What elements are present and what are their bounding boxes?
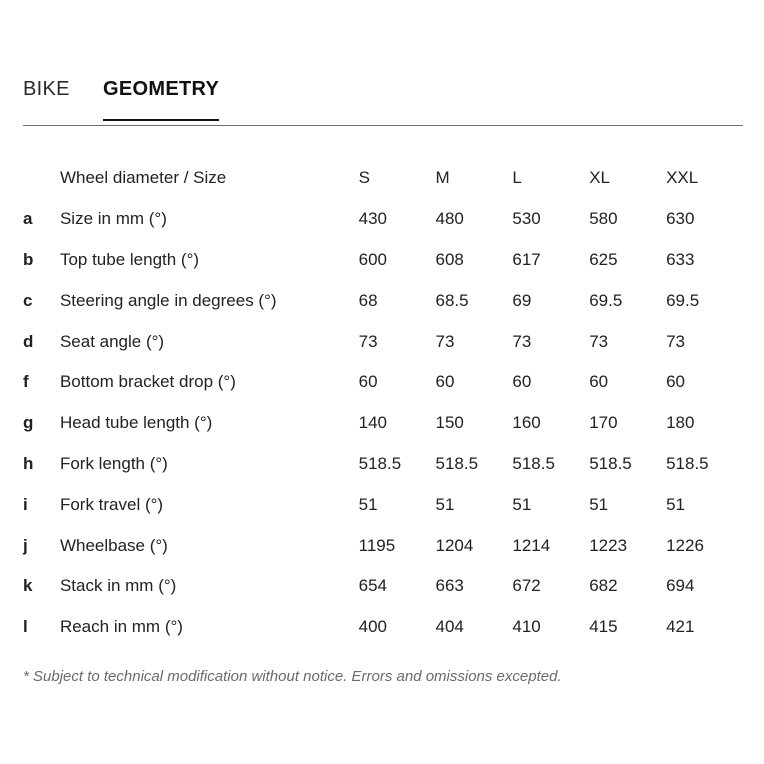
row-value-l: 69 xyxy=(512,290,532,310)
row-value-xl: 625 xyxy=(589,249,618,269)
row-value-m: 51 xyxy=(435,494,455,514)
header-size-m: M xyxy=(435,168,450,188)
row-value-s: 51 xyxy=(358,494,378,514)
row-value-xxl: 633 xyxy=(666,249,695,269)
row-value-s: 140 xyxy=(358,413,388,433)
row-value-l: 160 xyxy=(512,413,541,433)
row-label: Size in mm (°) xyxy=(59,209,167,229)
row-value-s: 430 xyxy=(358,209,388,229)
table-header-row xyxy=(23,158,743,199)
row-value-m: 480 xyxy=(435,209,464,229)
row-letter: a xyxy=(23,209,33,229)
row-value-xxl: 1226 xyxy=(666,535,704,555)
row-label: Bottom bracket drop (°) xyxy=(59,372,236,392)
row-letter: f xyxy=(23,372,29,392)
row-value-m: 663 xyxy=(435,576,464,596)
table-row xyxy=(23,240,743,281)
row-value-s: 654 xyxy=(358,576,388,596)
row-value-xxl: 694 xyxy=(666,576,695,596)
row-value-m: 150 xyxy=(435,413,464,433)
row-value-l: 518.5 xyxy=(512,453,555,473)
row-label: Fork length (°) xyxy=(59,453,168,473)
row-letter: i xyxy=(23,494,28,514)
row-letter: l xyxy=(23,617,28,637)
row-label: Steering angle in degrees (°) xyxy=(59,290,277,310)
row-value-xxl: 630 xyxy=(666,209,695,229)
tab-bike[interactable]: BIKE xyxy=(23,78,70,100)
geometry-table xyxy=(23,158,743,648)
row-label: Top tube length (°) xyxy=(59,249,200,269)
row-label: Wheelbase (°) xyxy=(59,535,168,555)
row-value-s: 518.5 xyxy=(358,453,402,473)
row-value-l: 73 xyxy=(512,331,532,351)
header-size-l: L xyxy=(512,168,522,188)
row-value-xl: 518.5 xyxy=(589,453,632,473)
row-value-xxl: 421 xyxy=(666,617,695,637)
table-row xyxy=(23,607,743,648)
header-size-xxl: XXL xyxy=(666,168,699,188)
row-letter: b xyxy=(23,249,34,269)
table-row xyxy=(23,362,743,403)
row-value-xxl: 73 xyxy=(666,331,685,351)
table-row xyxy=(23,444,743,485)
row-value-l: 672 xyxy=(512,576,541,596)
row-value-s: 400 xyxy=(358,617,388,637)
table-row xyxy=(23,484,743,525)
row-label: Fork travel (°) xyxy=(59,494,164,514)
row-value-l: 530 xyxy=(512,209,541,229)
row-value-s: 60 xyxy=(358,372,378,392)
row-value-xl: 51 xyxy=(589,494,609,514)
table-row xyxy=(23,525,743,566)
table-row xyxy=(23,321,743,362)
row-value-xl: 170 xyxy=(589,413,618,433)
row-value-s: 600 xyxy=(358,249,388,269)
row-value-m: 608 xyxy=(435,249,464,269)
table-row xyxy=(23,280,743,321)
row-value-l: 60 xyxy=(512,372,532,392)
row-value-xl: 580 xyxy=(589,209,618,229)
row-value-l: 617 xyxy=(512,249,541,269)
row-letter: d xyxy=(23,331,34,351)
row-letter: g xyxy=(23,413,34,433)
header-size-s: S xyxy=(358,168,370,188)
row-letter: h xyxy=(23,453,34,473)
tab-geometry[interactable]: GEOMETRY xyxy=(103,78,219,121)
row-label: Reach in mm (°) xyxy=(59,617,183,637)
row-value-xl: 415 xyxy=(589,617,618,637)
row-value-xl: 69.5 xyxy=(589,290,623,310)
row-value-m: 60 xyxy=(435,372,455,392)
footnote: * Subject to technical modification without notice. Errors and omissions excepted. xyxy=(23,668,562,685)
row-value-m: 73 xyxy=(435,331,455,351)
header-size-xl: XL xyxy=(589,168,611,188)
row-value-s: 68 xyxy=(358,290,378,310)
row-label: Head tube length (°) xyxy=(59,413,213,433)
row-value-m: 518.5 xyxy=(435,453,479,473)
row-value-s: 1195 xyxy=(358,535,396,555)
row-value-xl: 73 xyxy=(589,331,609,351)
row-letter: j xyxy=(23,535,28,555)
row-value-xxl: 180 xyxy=(666,413,695,433)
row-value-l: 51 xyxy=(512,494,532,514)
row-label: Stack in mm (°) xyxy=(59,576,177,596)
row-value-xl: 60 xyxy=(589,372,609,392)
row-value-s: 73 xyxy=(358,331,378,351)
row-value-xxl: 60 xyxy=(666,372,685,392)
row-value-m: 68.5 xyxy=(435,290,469,310)
row-value-m: 404 xyxy=(435,617,464,637)
header-letter-cell xyxy=(23,158,60,199)
row-value-xl: 1223 xyxy=(589,535,628,555)
row-value-xxl: 69.5 xyxy=(666,290,700,310)
tab-bar xyxy=(23,72,743,126)
table-row xyxy=(23,199,743,240)
row-value-xxl: 51 xyxy=(666,494,685,514)
row-value-xl: 682 xyxy=(589,576,618,596)
row-value-m: 1204 xyxy=(435,535,474,555)
row-value-l: 1214 xyxy=(512,535,551,555)
row-letter: c xyxy=(23,290,33,310)
header-wheel-size-label: Wheel diameter / Size xyxy=(59,168,227,188)
row-label: Seat angle (°) xyxy=(59,331,165,351)
table-row xyxy=(23,566,743,607)
row-value-xxl: 518.5 xyxy=(666,453,709,473)
table-row xyxy=(23,403,743,444)
row-value-l: 410 xyxy=(512,617,541,637)
row-letter: k xyxy=(23,576,33,596)
